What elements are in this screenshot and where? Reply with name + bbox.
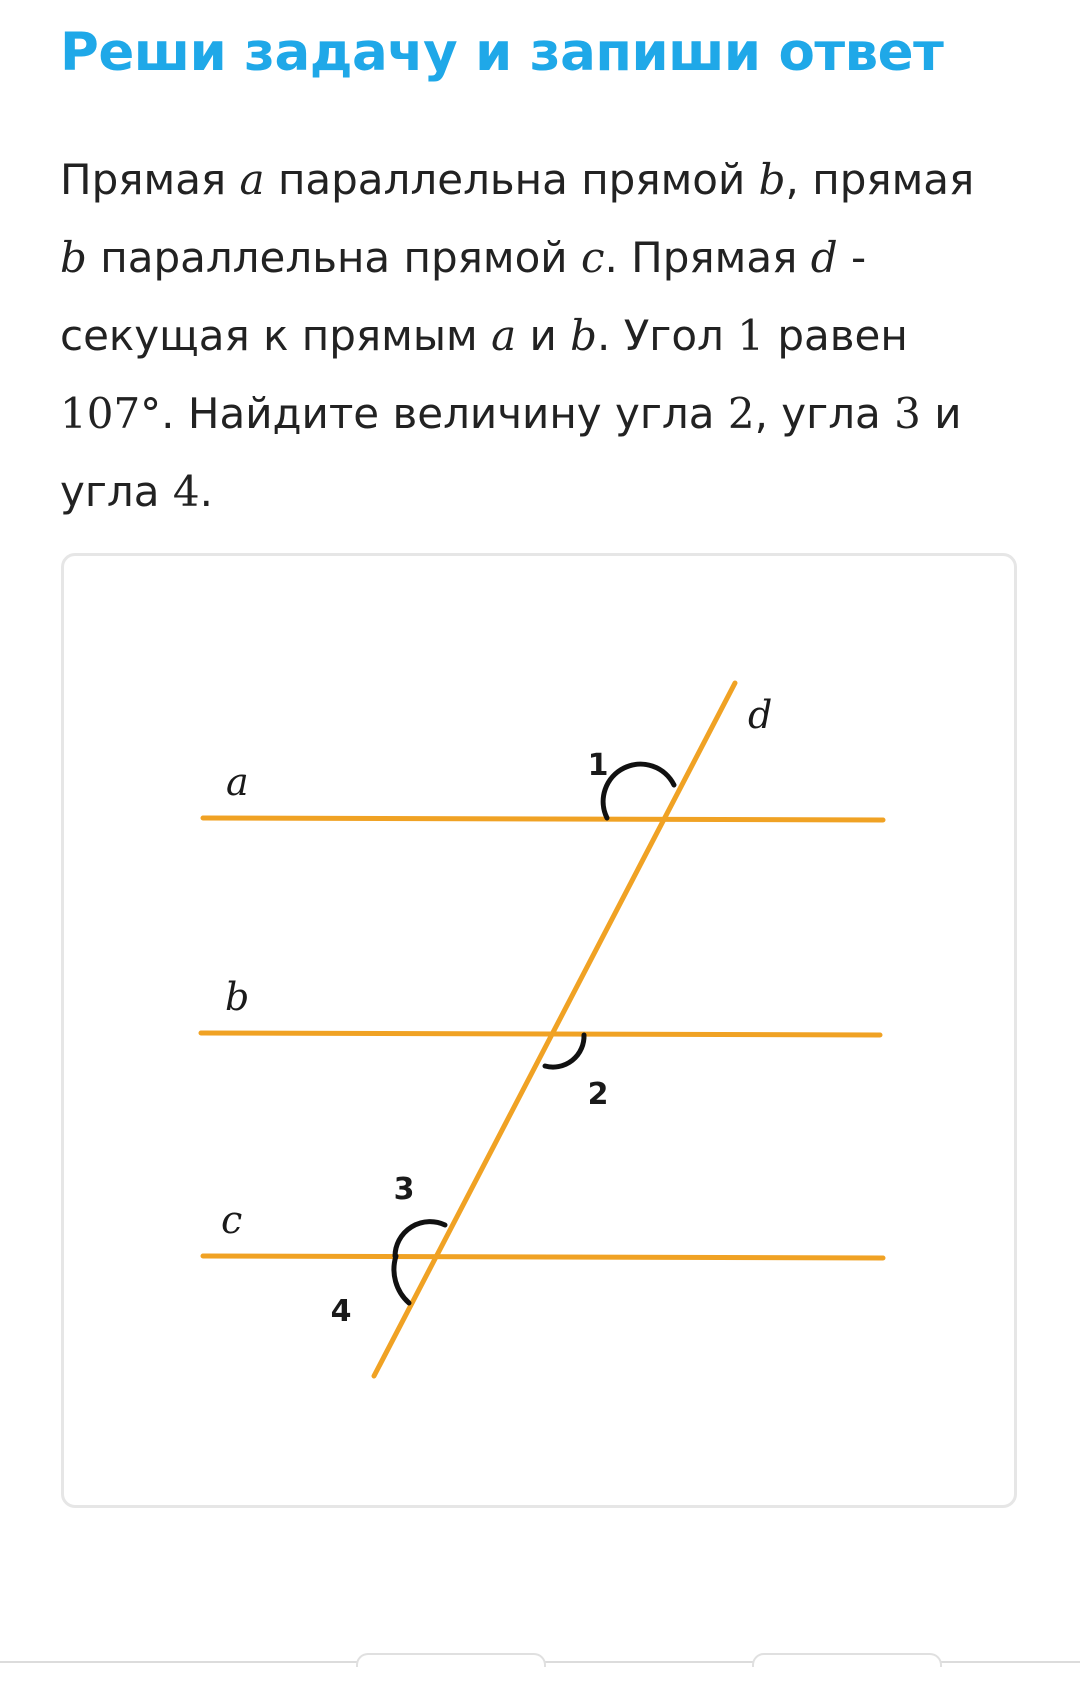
line-d-secant: [374, 683, 735, 1376]
text-segment: . Прямая: [604, 233, 811, 282]
text-segment: , угла: [754, 389, 895, 438]
line-label-b: b: [225, 975, 250, 1019]
variable-b: b: [758, 155, 786, 204]
angle-label-4: 4: [330, 1294, 352, 1329]
angle-1-arc: [603, 764, 674, 818]
line-b: [201, 1033, 880, 1035]
angle-label-3: 3: [393, 1172, 415, 1207]
text-segment: равен: [764, 311, 908, 360]
variable-a: a: [239, 155, 265, 204]
text-segment: Прямая: [60, 155, 240, 204]
bottom-tab-left[interactable]: [356, 1653, 546, 1667]
text-segment: параллельна прямой: [86, 233, 581, 282]
variable-a: a: [491, 311, 517, 360]
line-a: [203, 818, 883, 820]
text-segment: .: [199, 467, 213, 516]
task-title: Реши задачу и запиши ответ: [60, 22, 944, 83]
bottom-tab-right[interactable]: [752, 1653, 942, 1667]
angle-label-2: 2: [587, 1077, 609, 1112]
angle-4-arc: [394, 1256, 409, 1303]
line-c: [203, 1256, 883, 1258]
text-segment: параллельна прямой: [264, 155, 759, 204]
text-segment: и: [516, 311, 571, 360]
number-3: 3: [894, 389, 921, 438]
angle-label-1: 1: [587, 748, 609, 783]
text-segment: . Найдите величину угла: [161, 389, 728, 438]
line-label-a: a: [226, 760, 249, 804]
lines-group: [201, 683, 883, 1376]
number-2: 2: [727, 389, 755, 438]
parallel-lines-diagram: [64, 556, 1014, 1505]
line-label-d: d: [748, 693, 773, 737]
text-segment: . Угол: [597, 311, 738, 360]
angle-value: 107°: [60, 389, 162, 438]
variable-c: c: [580, 233, 605, 282]
problem-statement: [60, 141, 1020, 531]
text-segment: и угла: [60, 389, 962, 516]
number-4: 4: [172, 467, 200, 516]
variable-b: b: [60, 233, 87, 282]
variable-d: d: [810, 233, 838, 282]
number-1: 1: [737, 311, 764, 360]
text-segment: - секущая к прямым: [60, 233, 867, 360]
variable-b: b: [570, 311, 597, 360]
line-label-c: c: [221, 1198, 243, 1242]
text-segment: , прямая: [785, 155, 975, 204]
figure-card: [61, 553, 1017, 1508]
